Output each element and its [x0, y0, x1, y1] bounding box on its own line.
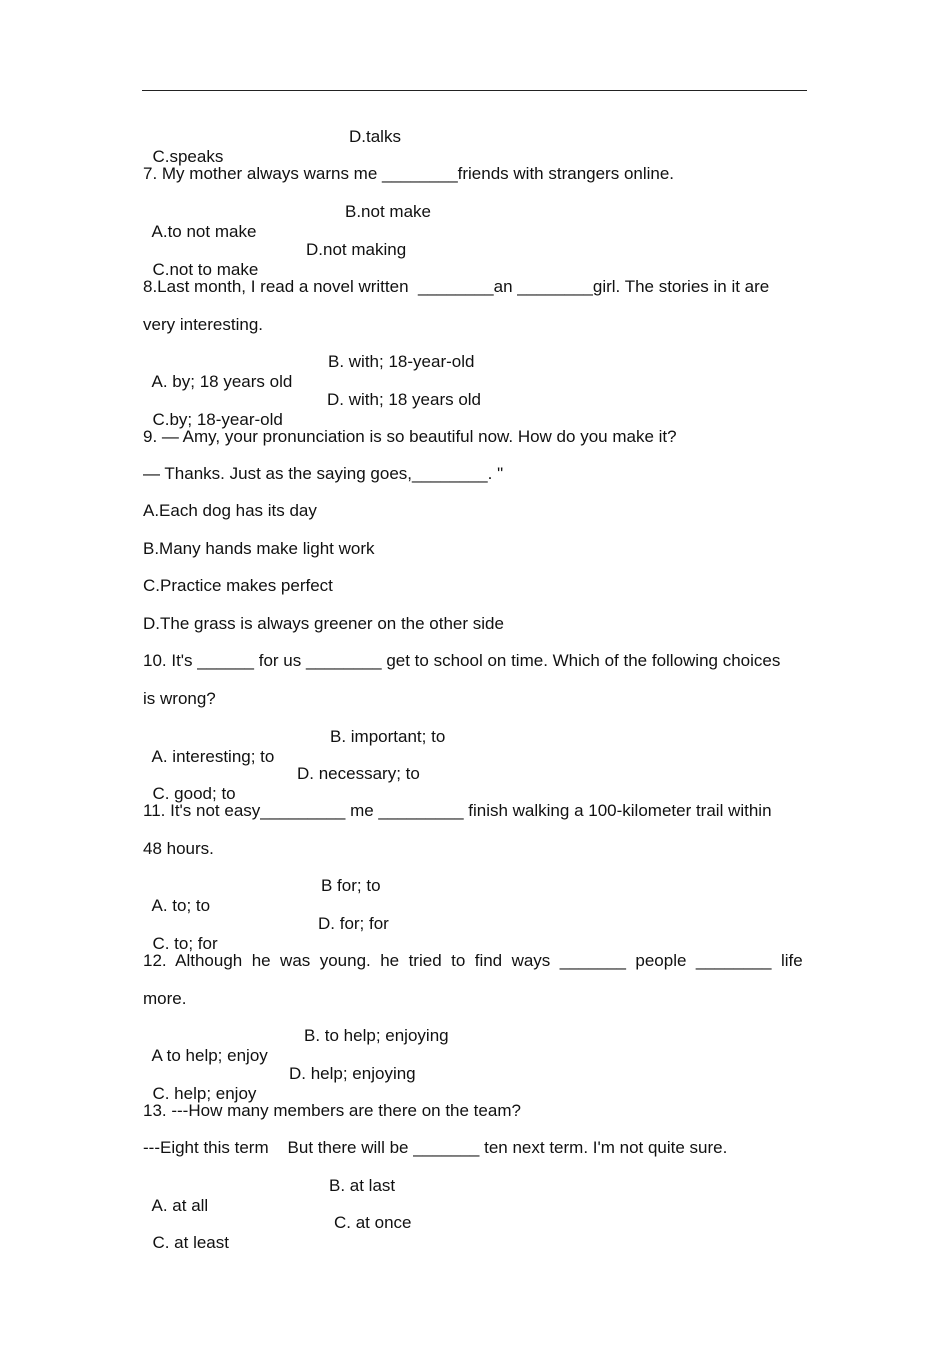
- option-d: D. help; enjoying: [289, 1064, 416, 1083]
- option-d: D. necessary; to: [297, 764, 420, 783]
- option-b: B.Many hands make light work: [143, 539, 375, 558]
- option-d: D. with; 18 years old: [327, 390, 482, 409]
- option-c: C. at least: [152, 1233, 229, 1252]
- option-c: C. to; for: [152, 934, 218, 953]
- question-11: 11. It's not easy_________ me _________ finish walking a 100-kilometer trail within: [143, 801, 772, 820]
- question-13-continued: ---Eight this term But there will be _______ ten next term. I'm not quite sure.: [143, 1138, 728, 1157]
- option-a: A. interesting; to: [151, 747, 275, 766]
- question-8-continued: very interesting.: [143, 315, 263, 334]
- option-d: D. for; for: [318, 914, 389, 933]
- option-a: A.to not make: [151, 222, 257, 241]
- question-11-continued: 48 hours.: [143, 839, 214, 858]
- question-12-continued: more.: [143, 989, 187, 1008]
- option-a: A. at all: [151, 1196, 209, 1215]
- option-c: C.not to make: [152, 260, 259, 279]
- option-d: D.The grass is always greener on the other side: [143, 614, 504, 633]
- question-9: 9. — Amy, your pronunciation is so beautiful now. How do you make it?: [143, 427, 677, 446]
- option-b: B. with; 18-year-old: [328, 352, 475, 371]
- option-b: B. to help; enjoying: [304, 1026, 449, 1045]
- question-10-continued: is wrong?: [143, 689, 216, 708]
- option-b: B.not make: [345, 202, 431, 221]
- option-d: D.not making: [306, 240, 407, 259]
- question-10: 10. It's ______ for us ________ get to school on time. Which of the following choices: [143, 651, 781, 670]
- option-d: D.talks: [349, 127, 401, 146]
- question-13: 13. ---How many members are there on the team?: [143, 1101, 521, 1120]
- option-a: A.Each dog has its day: [143, 501, 317, 520]
- option-a: A to help; enjoy: [151, 1046, 268, 1065]
- option-c: C. good; to: [152, 784, 236, 803]
- question-7: 7. My mother always warns me ________friends with strangers online.: [143, 164, 675, 183]
- option-d: C. at once: [334, 1213, 412, 1232]
- question-12: 12. Although he was young. he tried to find ways _______ people ________ life: [143, 951, 803, 970]
- option-b: B. important; to: [330, 727, 446, 746]
- option-a: A. by; 18 years old: [151, 372, 293, 391]
- option-row: [143, 1213, 412, 1273]
- question-9-continued: — Thanks. Just as the saying goes,________. ": [143, 464, 504, 483]
- option-c: C.speaks: [152, 147, 224, 166]
- option-b: B. at last: [329, 1176, 396, 1195]
- option-c: C.Practice makes perfect: [143, 576, 333, 595]
- header-rule: [142, 90, 807, 91]
- option-c: C. help; enjoy: [152, 1084, 257, 1103]
- option-b: B for; to: [321, 876, 381, 895]
- question-8: 8.Last month, I read a novel written ________an ________girl. The stories in it are: [143, 277, 770, 296]
- option-c: C.by; 18-year-old: [152, 410, 283, 429]
- option-a: A. to; to: [151, 896, 211, 915]
